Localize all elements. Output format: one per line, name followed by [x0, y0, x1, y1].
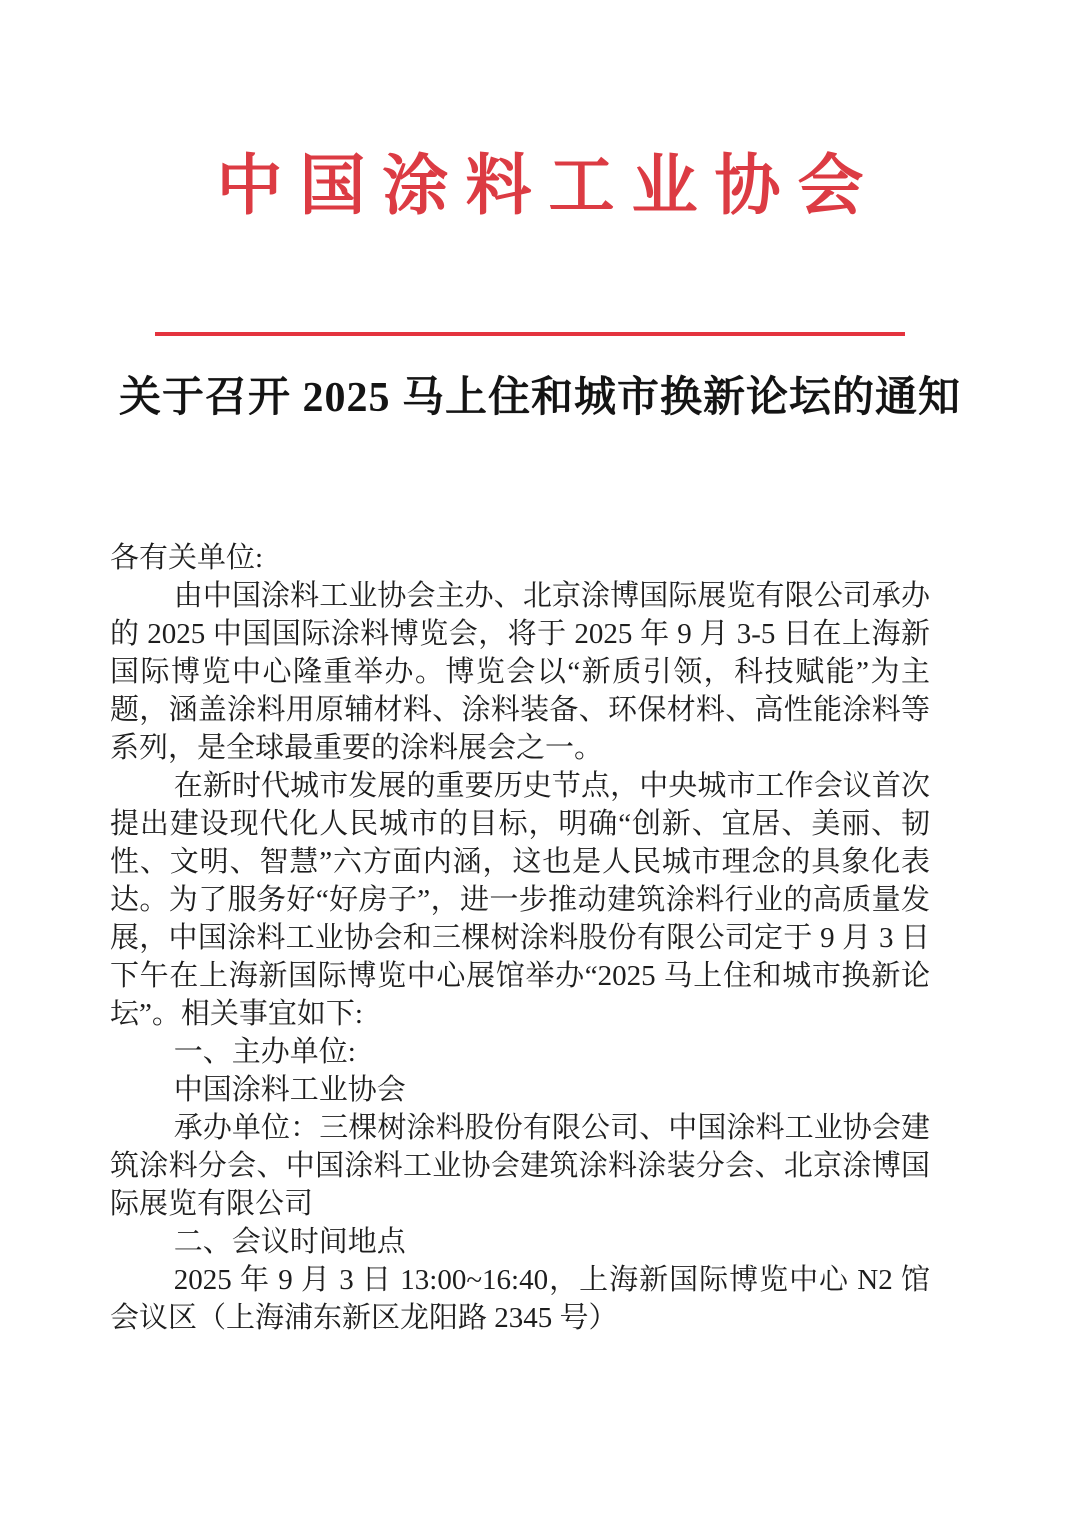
notice-body [110, 539, 930, 1337]
co-organizers: 承办单位：三棵树涂料股份有限公司、中国涂料工业协会建筑涂料分会、中国涂料工业协会建筑涂料涂装分会、北京涂博国际展览有限公司 [110, 1111, 930, 1220]
section-1-heading: 一、主办单位: [173, 1035, 356, 1068]
salutation: 各有关单位: [110, 541, 264, 574]
paragraph-forum-background: 在新时代城市发展的重要历史节点，中央城市工作会议首次提出建设现代化人民城市的目标，明确“创新、宜居、美丽、韧性、文明、智慧”六方面内涵，这也是人民城市理念的具象化表达。为了服务好“好房子”，进一步推动建筑涂料行业的高质量发展，中国涂料工业协会和三棵树涂料股份有限公司定于 9 月 3 日下午在上海新国际博览中心展馆举办“2025 马上住和城市换新论坛”。相关事宜如下: [110, 769, 930, 1030]
notice-title: 关于召开 2025 马上住和城市换新论坛的通知 [118, 374, 961, 421]
red-divider-line [155, 332, 905, 336]
time-and-venue: 2025 年 9 月 3 日 13:00~16:40，上海新国际博览中心 N2 馆会议区（上海浦东新区龙阳路 2345 号） [110, 1263, 930, 1334]
organizer-name: 中国涂料工业协会 [173, 1073, 406, 1106]
section-2-heading: 二、会议时间地点 [173, 1225, 406, 1258]
organization-letterhead: 中国涂料工业协会 [216, 150, 881, 223]
paragraph-expo-intro: 由中国涂料工业协会主办、北京涂博国际展览有限公司承办的 2025 中国国际涂料博览会，将于 2025 年 9 月 3-5 日在上海新国际博览中心隆重举办。博览会以“新质引领，科技赋能”为主题，涵盖涂料用原辅材料、涂料装备、环保材料、高性能涂料等系列，是全球最重要的涂料展会之一。 [110, 579, 930, 764]
